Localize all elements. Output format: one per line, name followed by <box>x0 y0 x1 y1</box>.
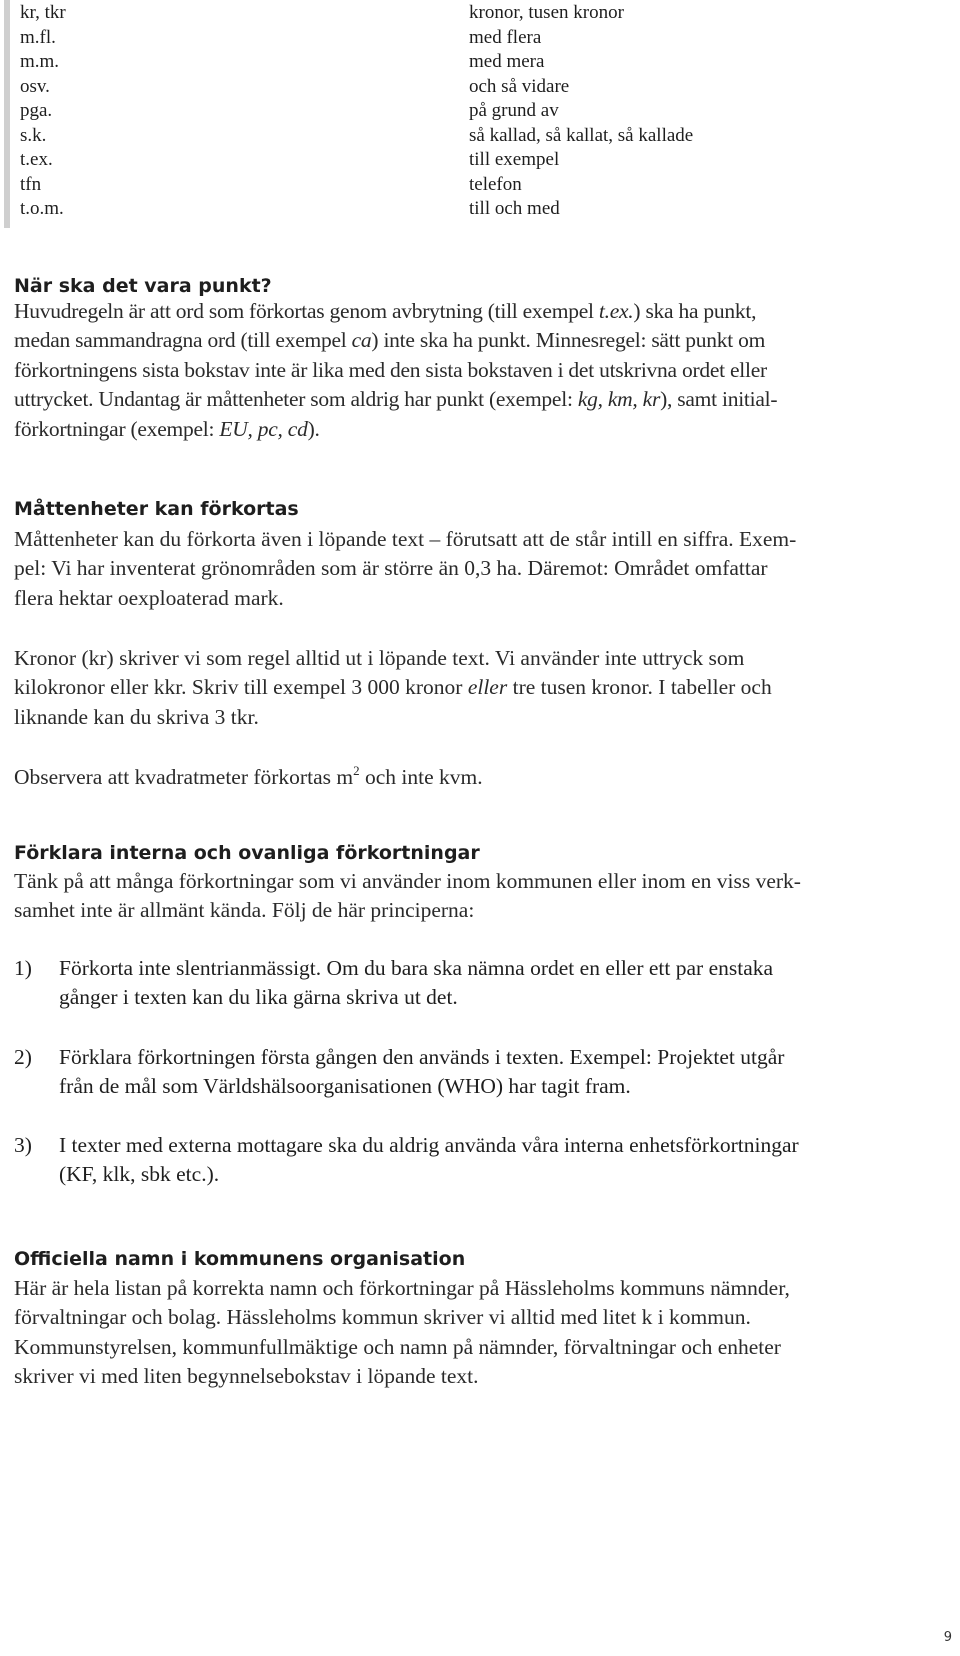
text-span: och inte kvm. <box>359 765 483 789</box>
paragraph-officiella-namn <box>14 1274 944 1392</box>
text-line: Här är hela listan på korrekta namn och förkortningar på Hässleholms kommuns nämnder, <box>14 1276 790 1300</box>
text-line: förkortningens sista bokstav inte är lika med den sista bokstaven i det utskrivna ordet eller <box>14 357 767 382</box>
text-line: I texter med externa mottagare ska du aldrig använda våra interna enhetsförkortningar <box>59 1133 799 1157</box>
list-number: 3) <box>14 1133 32 1157</box>
abbreviation-meaning: till exempel <box>469 149 560 170</box>
italic-example: kg, km, kr <box>577 387 661 412</box>
text-line <box>14 385 944 414</box>
text-line: Förkorta inte slentrianmässigt. Om du bara ska nämna ordet en eller ett par enstaka <box>59 956 774 980</box>
text-line: Måttenheter kan du förkorta även i löpande text – förutsatt att de står intill en siffra. Exem- <box>14 527 797 551</box>
text-line: förvaltningar och bolag. Hässleholms kommun skriver vi alltid med litet k i kommun. <box>14 1305 751 1330</box>
section-heading-forklara: Förklara interna och ovanliga förkortningar <box>14 842 480 864</box>
text-line: skriver vi med liten begynnelsebokstav i löpande text. <box>14 1364 479 1389</box>
abbreviation-row <box>10 49 710 74</box>
abbreviation-row <box>10 172 710 197</box>
paragraph-forklara-intro <box>14 867 944 926</box>
abbreviation-row <box>10 196 710 221</box>
abbreviation-meaning: så kallad, så kallat, så kallade <box>469 124 694 146</box>
superscript: 2 <box>353 763 360 778</box>
list-text <box>59 954 773 1013</box>
text-line <box>14 415 944 444</box>
text-line: pel: Vi har inventerat grönområden som är större än 0,3 ha. Däremot: Området omfattar <box>14 556 768 581</box>
text-span: ) ska ha punkt, <box>633 299 757 323</box>
text-span: Observera att kvadratmeter förkortas m <box>14 765 354 789</box>
abbreviation-short: m.fl. <box>20 26 56 48</box>
text-line <box>14 326 944 355</box>
abbreviation-short: t.ex. <box>20 149 53 170</box>
abbreviation-short: m.m. <box>20 51 60 72</box>
abbreviation-short: t.o.m. <box>20 198 64 219</box>
abbreviation-row <box>10 0 710 25</box>
text-span: ). <box>307 416 320 441</box>
text-line: Kommunstyrelsen, kommunfullmäktige och namn på nämnder, förvaltningar och enheter <box>14 1334 781 1359</box>
text-span: kilokronor eller kkr. Skriv till exempel 3 000 kronor <box>14 675 468 700</box>
text-line: flera hektar oexploaterad mark. <box>14 585 284 610</box>
abbreviation-meaning: med flera <box>469 26 542 48</box>
italic-example: EU, pc, cd <box>219 416 308 441</box>
abbreviation-short: pga. <box>20 100 53 121</box>
text-line: gånger i texten kan du lika gärna skriva ut det. <box>59 985 458 1010</box>
abbreviation-row <box>10 98 710 123</box>
text-line <box>14 297 944 326</box>
abbreviation-meaning: kronor, tusen kronor <box>469 2 624 23</box>
abbreviation-short: osv. <box>20 75 50 97</box>
text-span: ) inte ska ha punkt. Minnesregel: sätt punkt om <box>371 328 766 353</box>
abbreviation-row <box>10 74 710 99</box>
abbreviation-meaning: till och med <box>469 198 560 219</box>
list-number: 1) <box>14 956 32 980</box>
list-number: 2) <box>14 1045 32 1069</box>
text-line: Kronor (kr) skriver vi som regel alltid ut i löpande text. Vi använder inte uttryck som <box>14 646 745 670</box>
abbreviation-meaning: och så vidare <box>469 75 570 97</box>
italic-example: ca <box>351 328 372 353</box>
abbreviation-table <box>4 0 710 228</box>
text-line: samhet inte är allmänt kända. Följ de här principerna: <box>14 898 475 923</box>
section-heading-officiella-namn: Officiella namn i kommunens organisation <box>14 1248 466 1270</box>
abbreviation-row <box>10 123 710 148</box>
paragraph-mattenheter <box>14 525 944 613</box>
abbreviation-meaning: med mera <box>469 51 545 72</box>
abbreviation-row <box>10 25 710 50</box>
abbreviation-row <box>10 147 710 172</box>
text-line <box>14 763 944 792</box>
italic-word: eller <box>467 675 508 700</box>
text-span: förkortningar (exempel: <box>14 416 220 441</box>
text-line: från de mål som Världshälsoorganisationen (WHO) har tagit fram. <box>59 1074 631 1099</box>
page-number: 9 <box>943 1630 952 1645</box>
abbreviation-meaning: telefon <box>469 173 522 195</box>
text-span: uttrycket. Undantag är måttenheter som aldrig har punkt (exempel: <box>14 387 578 412</box>
text-span: ), samt initial- <box>660 387 778 412</box>
text-line: Förklara förkortningen första gången den används i texten. Exempel: Projektet utgår <box>59 1045 785 1069</box>
text-line: Tänk på att många förkortningar som vi använder inom kommunen eller inom en viss verk- <box>14 869 801 893</box>
abbreviation-short: s.k. <box>20 124 47 146</box>
paragraph-kvadratmeter <box>14 763 944 792</box>
text-span: tre tusen kronor. I tabeller och <box>507 675 772 700</box>
list-text <box>59 1043 784 1102</box>
abbreviation-short: kr, tkr <box>20 2 66 23</box>
paragraph-punkt-rules <box>14 297 944 444</box>
text-line: liknande kan du skriva 3 tkr. <box>14 704 259 729</box>
paragraph-kronor <box>14 644 944 732</box>
text-span: medan sammandragna ord (till exempel <box>14 328 352 353</box>
section-heading-mattenheter: Måttenheter kan förkortas <box>14 498 299 520</box>
abbreviation-meaning: på grund av <box>469 100 559 121</box>
text-line <box>14 673 944 702</box>
text-span: Huvudregeln är att ord som förkortas genom avbrytning (till exempel <box>14 299 599 323</box>
text-line: (KF, klk, sbk etc.). <box>59 1162 220 1187</box>
abbreviation-short: tfn <box>20 173 42 195</box>
section-heading-punkt: När ska det vara punkt? <box>14 275 272 297</box>
italic-example: t.ex. <box>598 299 634 323</box>
list-text <box>59 1131 799 1190</box>
